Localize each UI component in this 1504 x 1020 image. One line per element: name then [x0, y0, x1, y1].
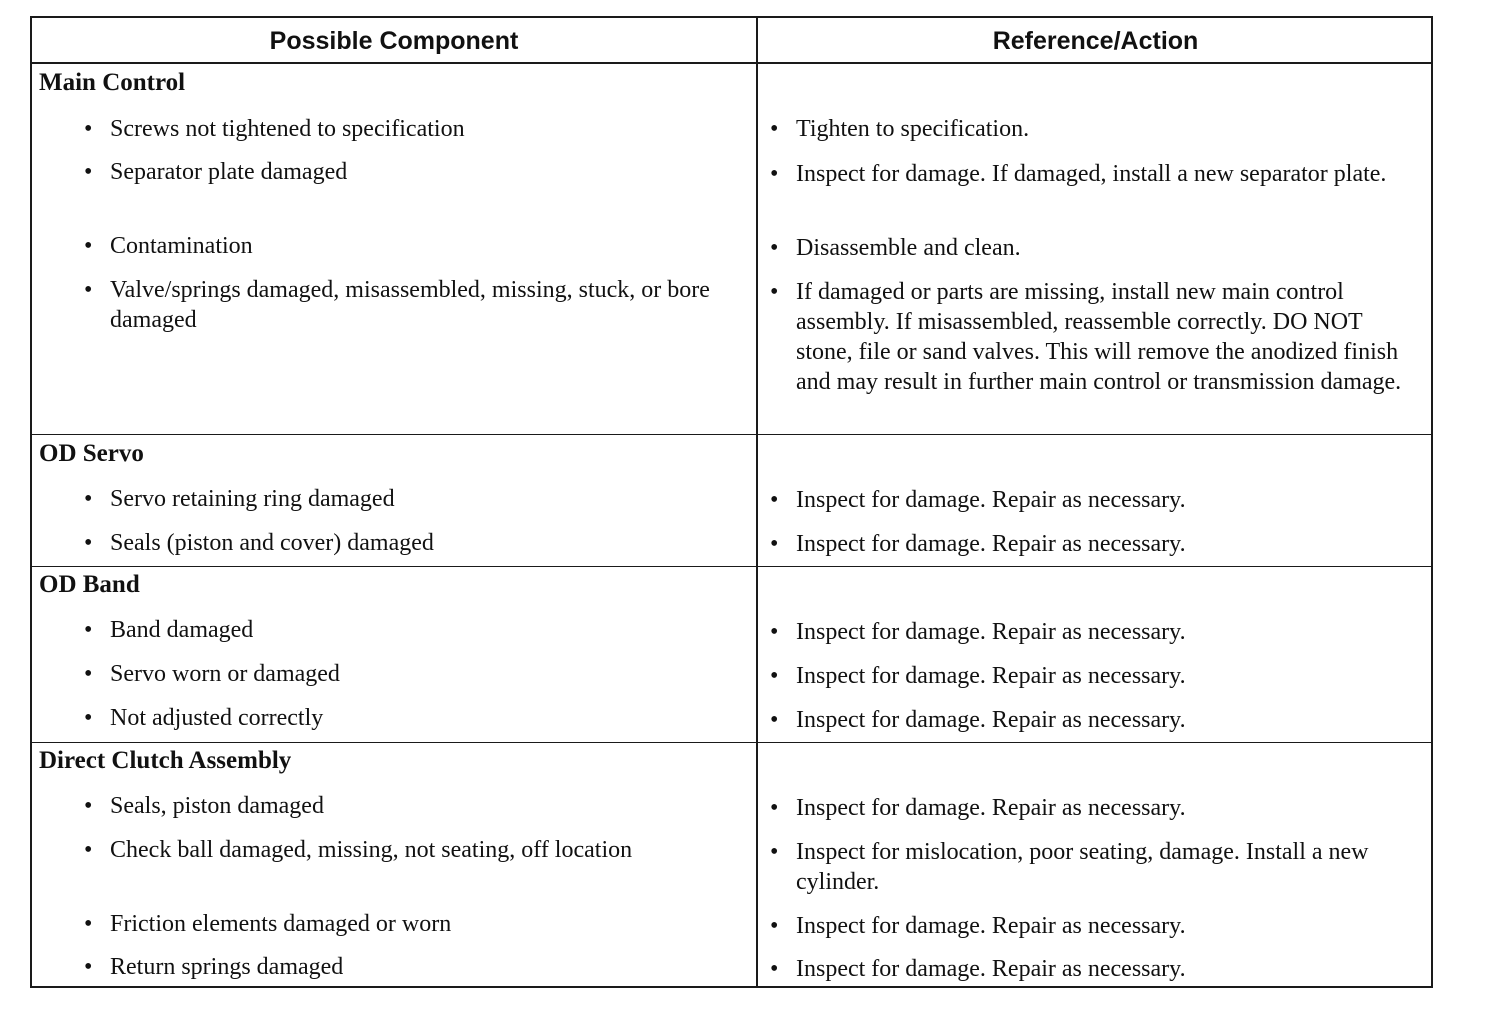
section-divider	[32, 434, 1431, 435]
bullet-icon: •	[84, 837, 93, 863]
component-text: Return springs damaged	[110, 954, 344, 980]
action-text: If damaged or parts are missing, install new main control assembly. If misassembled, reassemble correctly. DO NOT stone, file or sand valves. This will remove the anodized finish and may result in further main control or transmission damage.	[796, 279, 1402, 395]
action-text: Inspect for mislocation, poor seating, damage. Install a new cylinder.	[796, 839, 1369, 895]
bullet-icon: •	[770, 663, 779, 689]
component-item	[84, 791, 748, 821]
bullet-icon: •	[770, 235, 779, 261]
action-item	[770, 617, 1410, 647]
action-item	[770, 954, 1410, 984]
bullet-icon: •	[84, 486, 93, 512]
action-item	[770, 529, 1410, 559]
header-possible-component: Possible Component	[269, 26, 519, 55]
section-title-direct-clutch-assembly: Direct Clutch Assembly	[39, 747, 292, 774]
diagnosis-table	[30, 16, 1433, 988]
bullet-icon: •	[84, 954, 93, 980]
component-item	[84, 703, 748, 733]
bullet-icon: •	[84, 233, 93, 259]
component-item	[84, 615, 748, 645]
action-item	[770, 277, 1410, 397]
action-item	[770, 114, 1410, 144]
section-title-od-servo: OD Servo	[39, 440, 144, 467]
bullet-icon: •	[770, 956, 779, 982]
bullet-icon: •	[770, 839, 779, 865]
action-text: Inspect for damage. If damaged, install a new separator plate.	[796, 161, 1387, 187]
component-item	[84, 835, 748, 865]
component-item	[84, 909, 748, 939]
component-item	[84, 275, 748, 335]
component-text: Valve/springs damaged, misassembled, missing, stuck, or bore damaged	[110, 277, 710, 333]
action-text: Inspect for damage. Repair as necessary.	[796, 663, 1186, 689]
header-reference-action: Reference/Action	[992, 26, 1199, 55]
action-text: Inspect for damage. Repair as necessary.	[796, 487, 1186, 513]
component-text: Separator plate damaged	[110, 159, 348, 185]
component-text: Not adjusted correctly	[110, 705, 324, 731]
action-text: Inspect for damage. Repair as necessary.	[796, 956, 1186, 982]
action-text: Inspect for damage. Repair as necessary.	[796, 913, 1186, 939]
action-item	[770, 911, 1410, 941]
bullet-icon: •	[84, 159, 93, 185]
bullet-icon: •	[84, 530, 93, 556]
action-item	[770, 705, 1410, 735]
bullet-icon: •	[770, 279, 779, 305]
component-item	[84, 952, 748, 982]
column-divider	[756, 18, 758, 986]
bullet-icon: •	[84, 277, 93, 303]
section-divider	[32, 566, 1431, 567]
section-divider	[32, 742, 1431, 743]
component-text: Screws not tightened to specification	[110, 116, 465, 142]
bullet-icon: •	[84, 705, 93, 731]
bullet-icon: •	[770, 795, 779, 821]
action-text: Tighten to specification.	[796, 116, 1030, 142]
action-text: Inspect for damage. Repair as necessary.	[796, 795, 1186, 821]
component-text: Check ball damaged, missing, not seating, off location	[110, 837, 633, 863]
bullet-icon: •	[770, 619, 779, 645]
bullet-icon: •	[84, 793, 93, 819]
action-item	[770, 233, 1410, 263]
component-item	[84, 157, 748, 187]
component-text: Servo retaining ring damaged	[110, 486, 395, 512]
action-text: Inspect for damage. Repair as necessary.	[796, 707, 1186, 733]
action-item	[770, 793, 1410, 823]
bullet-icon: •	[770, 116, 779, 142]
component-item	[84, 659, 748, 689]
bullet-icon: •	[770, 487, 779, 513]
component-text: Seals (piston and cover) damaged	[110, 530, 434, 556]
action-item	[770, 159, 1410, 189]
section-title-main-control: Main Control	[39, 69, 186, 96]
component-text: Band damaged	[110, 617, 254, 643]
section-title-od-band: OD Band	[39, 571, 140, 598]
component-item	[84, 528, 748, 558]
bullet-icon: •	[84, 911, 93, 937]
component-item	[84, 231, 748, 261]
component-text: Friction elements damaged or worn	[110, 911, 452, 937]
bullet-icon: •	[84, 116, 93, 142]
component-item	[84, 484, 748, 514]
action-text: Inspect for damage. Repair as necessary.	[796, 619, 1186, 645]
component-item	[84, 114, 748, 144]
bullet-icon: •	[770, 531, 779, 557]
component-text: Servo worn or damaged	[110, 661, 340, 687]
component-text: Contamination	[110, 233, 253, 259]
action-item	[770, 661, 1410, 691]
component-text: Seals, piston damaged	[110, 793, 324, 819]
bullet-icon: •	[84, 617, 93, 643]
action-text: Inspect for damage. Repair as necessary.	[796, 531, 1186, 557]
action-text: Disassemble and clean.	[796, 235, 1021, 261]
bullet-icon: •	[770, 913, 779, 939]
bullet-icon: •	[84, 661, 93, 687]
action-item	[770, 837, 1410, 897]
header-divider	[32, 62, 1431, 64]
bullet-icon: •	[770, 161, 779, 187]
action-item	[770, 485, 1410, 515]
bullet-icon: •	[770, 707, 779, 733]
